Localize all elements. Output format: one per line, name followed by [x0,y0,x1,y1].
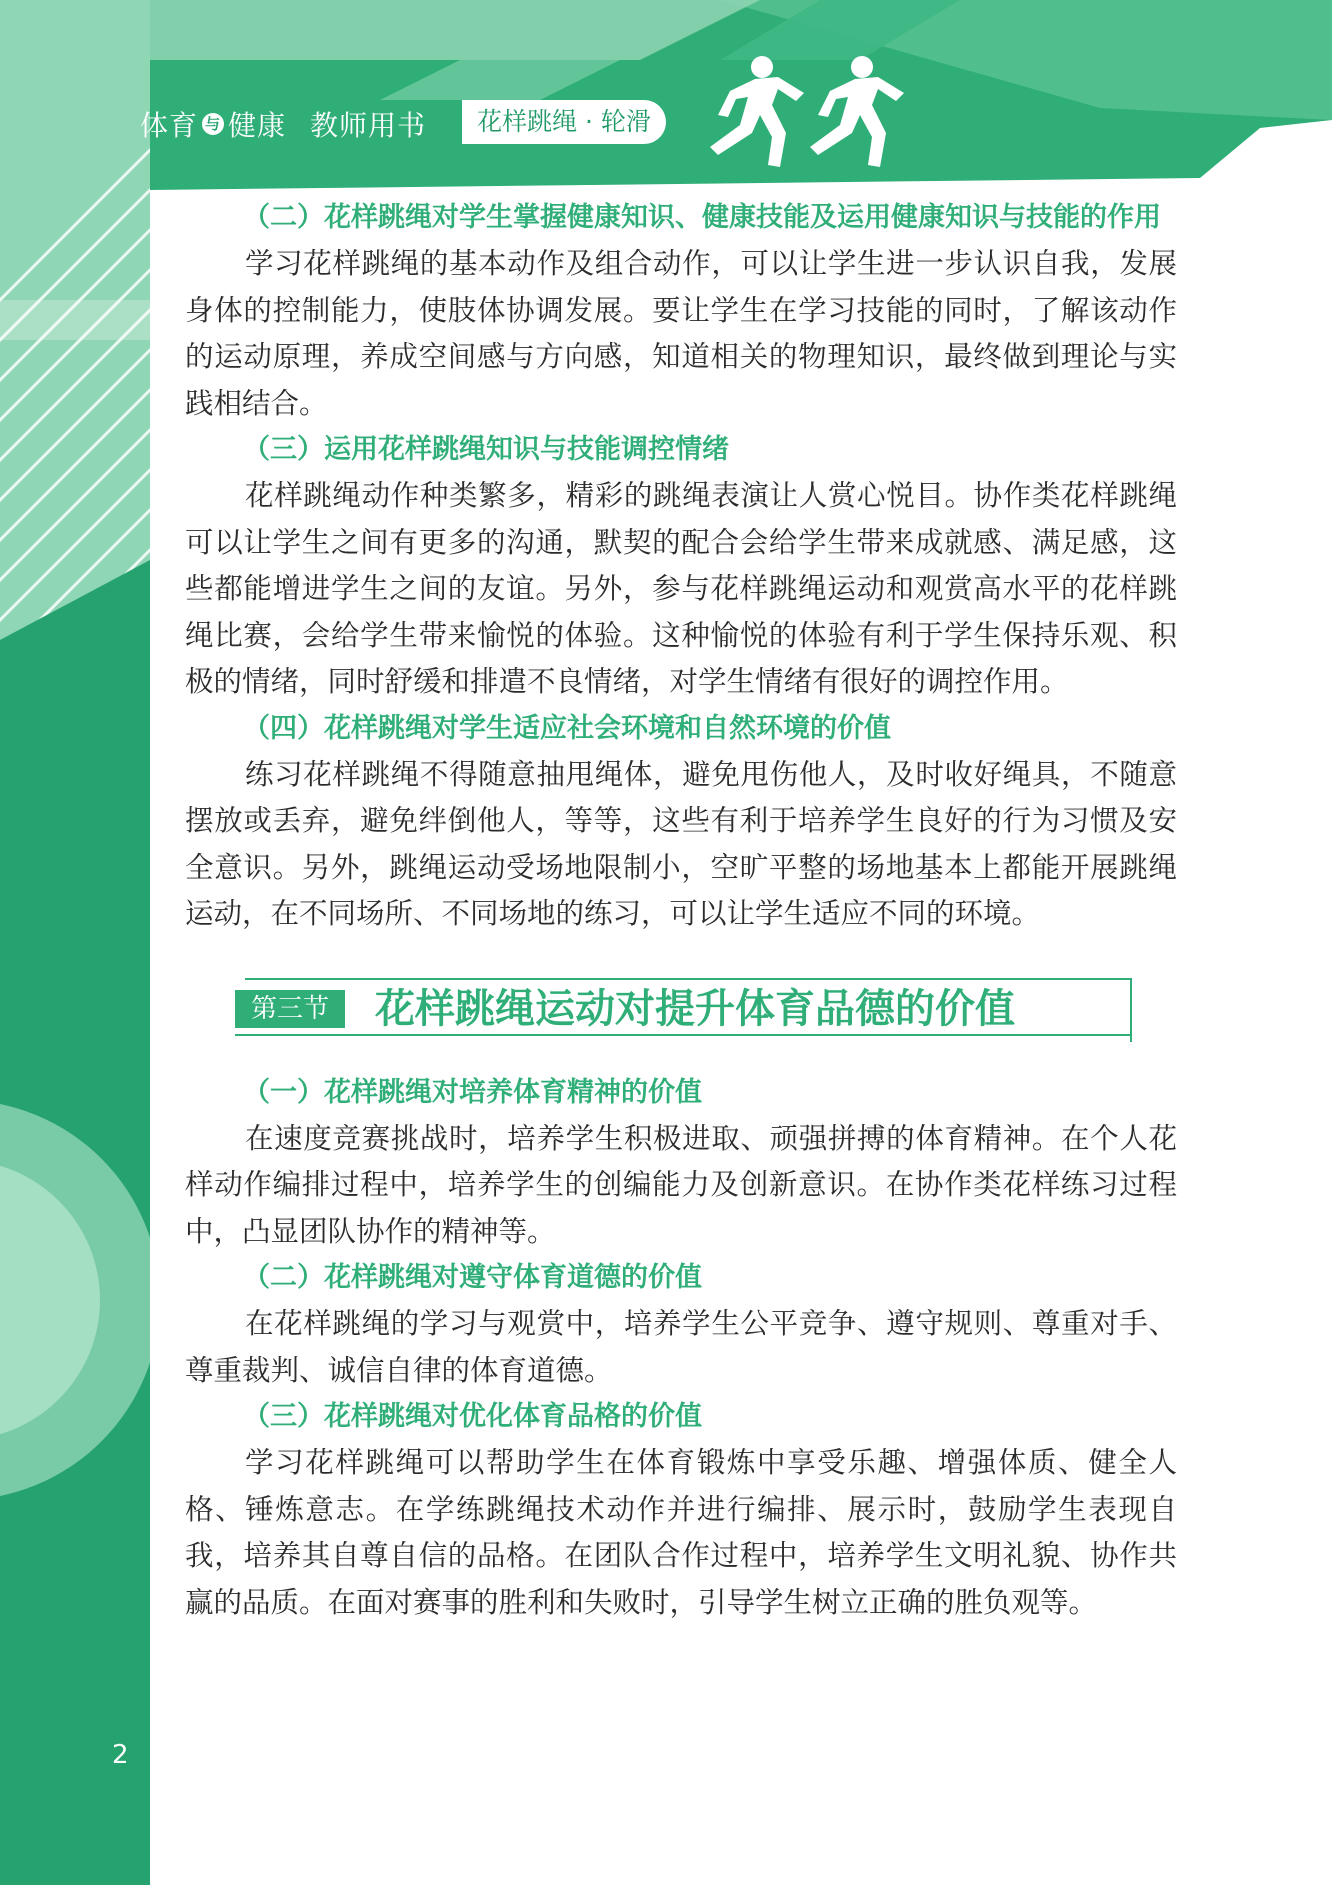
body-paragraph: 练习花样跳绳不得随意抽甩绳体，避免甩伤他人，及时收好绳具，不随意摆放或丢弃，避免绊倒他人，等等，这些有利于培养学生良好的行为习惯及安全意识。另外，跳绳运动受场地限制小，空旷平整的场地基本上都能开展跳绳运动，在不同场所、不同场地的练习，可以让学生适应不同的环境。 [185,757,1177,930]
series-tag: 花样跳绳 · 轮滑 [462,100,666,144]
brand-text-left: 体育 [140,109,199,142]
book-type: 教师用书 [310,109,427,142]
subsection-heading: （二）花样跳绳对学生掌握健康知识、健康技能及运用健康知识与技能的作用 [243,202,1161,233]
subsection-heading: （四）花样跳绳对学生适应社会环境和自然环境的价值 [243,712,891,744]
subsection-heading: （二）花样跳绳对遵守体育道德的价值 [243,1262,702,1293]
body-paragraph: 花样跳绳动作种类繁多，精彩的跳绳表演让人赏心悦目。协作类花样跳绳可以让学生之间有更多的沟通，默契的配合会给学生带来成就感、满足感，这些都能增进学生之间的友谊。另外，参与花样跳绳运动和观赏高水平的花样跳绳比赛，会给学生带来愉悦的体验。这种愉悦的体验有利于学生保持乐观、积极的情绪，同时舒缓和排遣不良情绪，对学生情绪有很好的调控作用。 [185,479,1177,698]
content-blocks-2 [185,1070,1177,1627]
body-paragraph: 学习花样跳绳可以帮助学生在体育锻炼中享受乐趣、增强体质、健全人格、锤炼意志。在学练跳绳技术动作并进行编排、展示时，鼓励学生表现自我，培养其自尊自信的品格。在团队合作过程中，培养学生文明礼貌、协作共赢的品质。在面对赛事的胜利和失败时，引导学生树立正确的胜负观等。 [185,1446,1177,1619]
brand-text-right: 健康 [228,109,287,142]
body-paragraph: 学习花样跳绳的基本动作及组合动作，可以让学生进一步认识自我，发展身体的控制能力，使肢体协调发展。要让学生在学习技能的同时，了解该动作的运动原理，养成空间感与方向感，知道相关的物理知识，最终做到理论与实践相结合。 [185,247,1177,420]
section-number-tag: 第三节 [235,990,345,1028]
header-brand [140,104,426,144]
page-content [185,195,1177,1626]
section-title: 花样跳绳运动对提升体育品德的价值 [375,985,1015,1032]
subsection-heading: （一）花样跳绳对培养体育精神的价值 [243,1076,702,1108]
content-blocks-1 [185,195,1177,938]
section-heading [185,950,1177,1070]
body-paragraph: 在速度竞赛挑战时，培养学生积极进取、顽强拼搏的体育精神。在个人花样动作编排过程中，培养学生的创编能力及创新意识。在协作类花样练习过程中，凸显团队协作的精神等。 [185,1121,1177,1248]
body-paragraph: 在花样跳绳的学习与观赏中，培养学生公平竞争、遵守规则、尊重对手、尊重裁判、诚信自律的体育道德。 [185,1307,1177,1387]
page-number: 2 [112,1740,129,1770]
subsection-heading: （三）花样跳绳对优化体育品格的价值 [243,1401,702,1432]
subsection-heading: （三）运用花样跳绳知识与技能调控情绪 [243,434,729,465]
brand-badge: 与 [202,113,224,135]
